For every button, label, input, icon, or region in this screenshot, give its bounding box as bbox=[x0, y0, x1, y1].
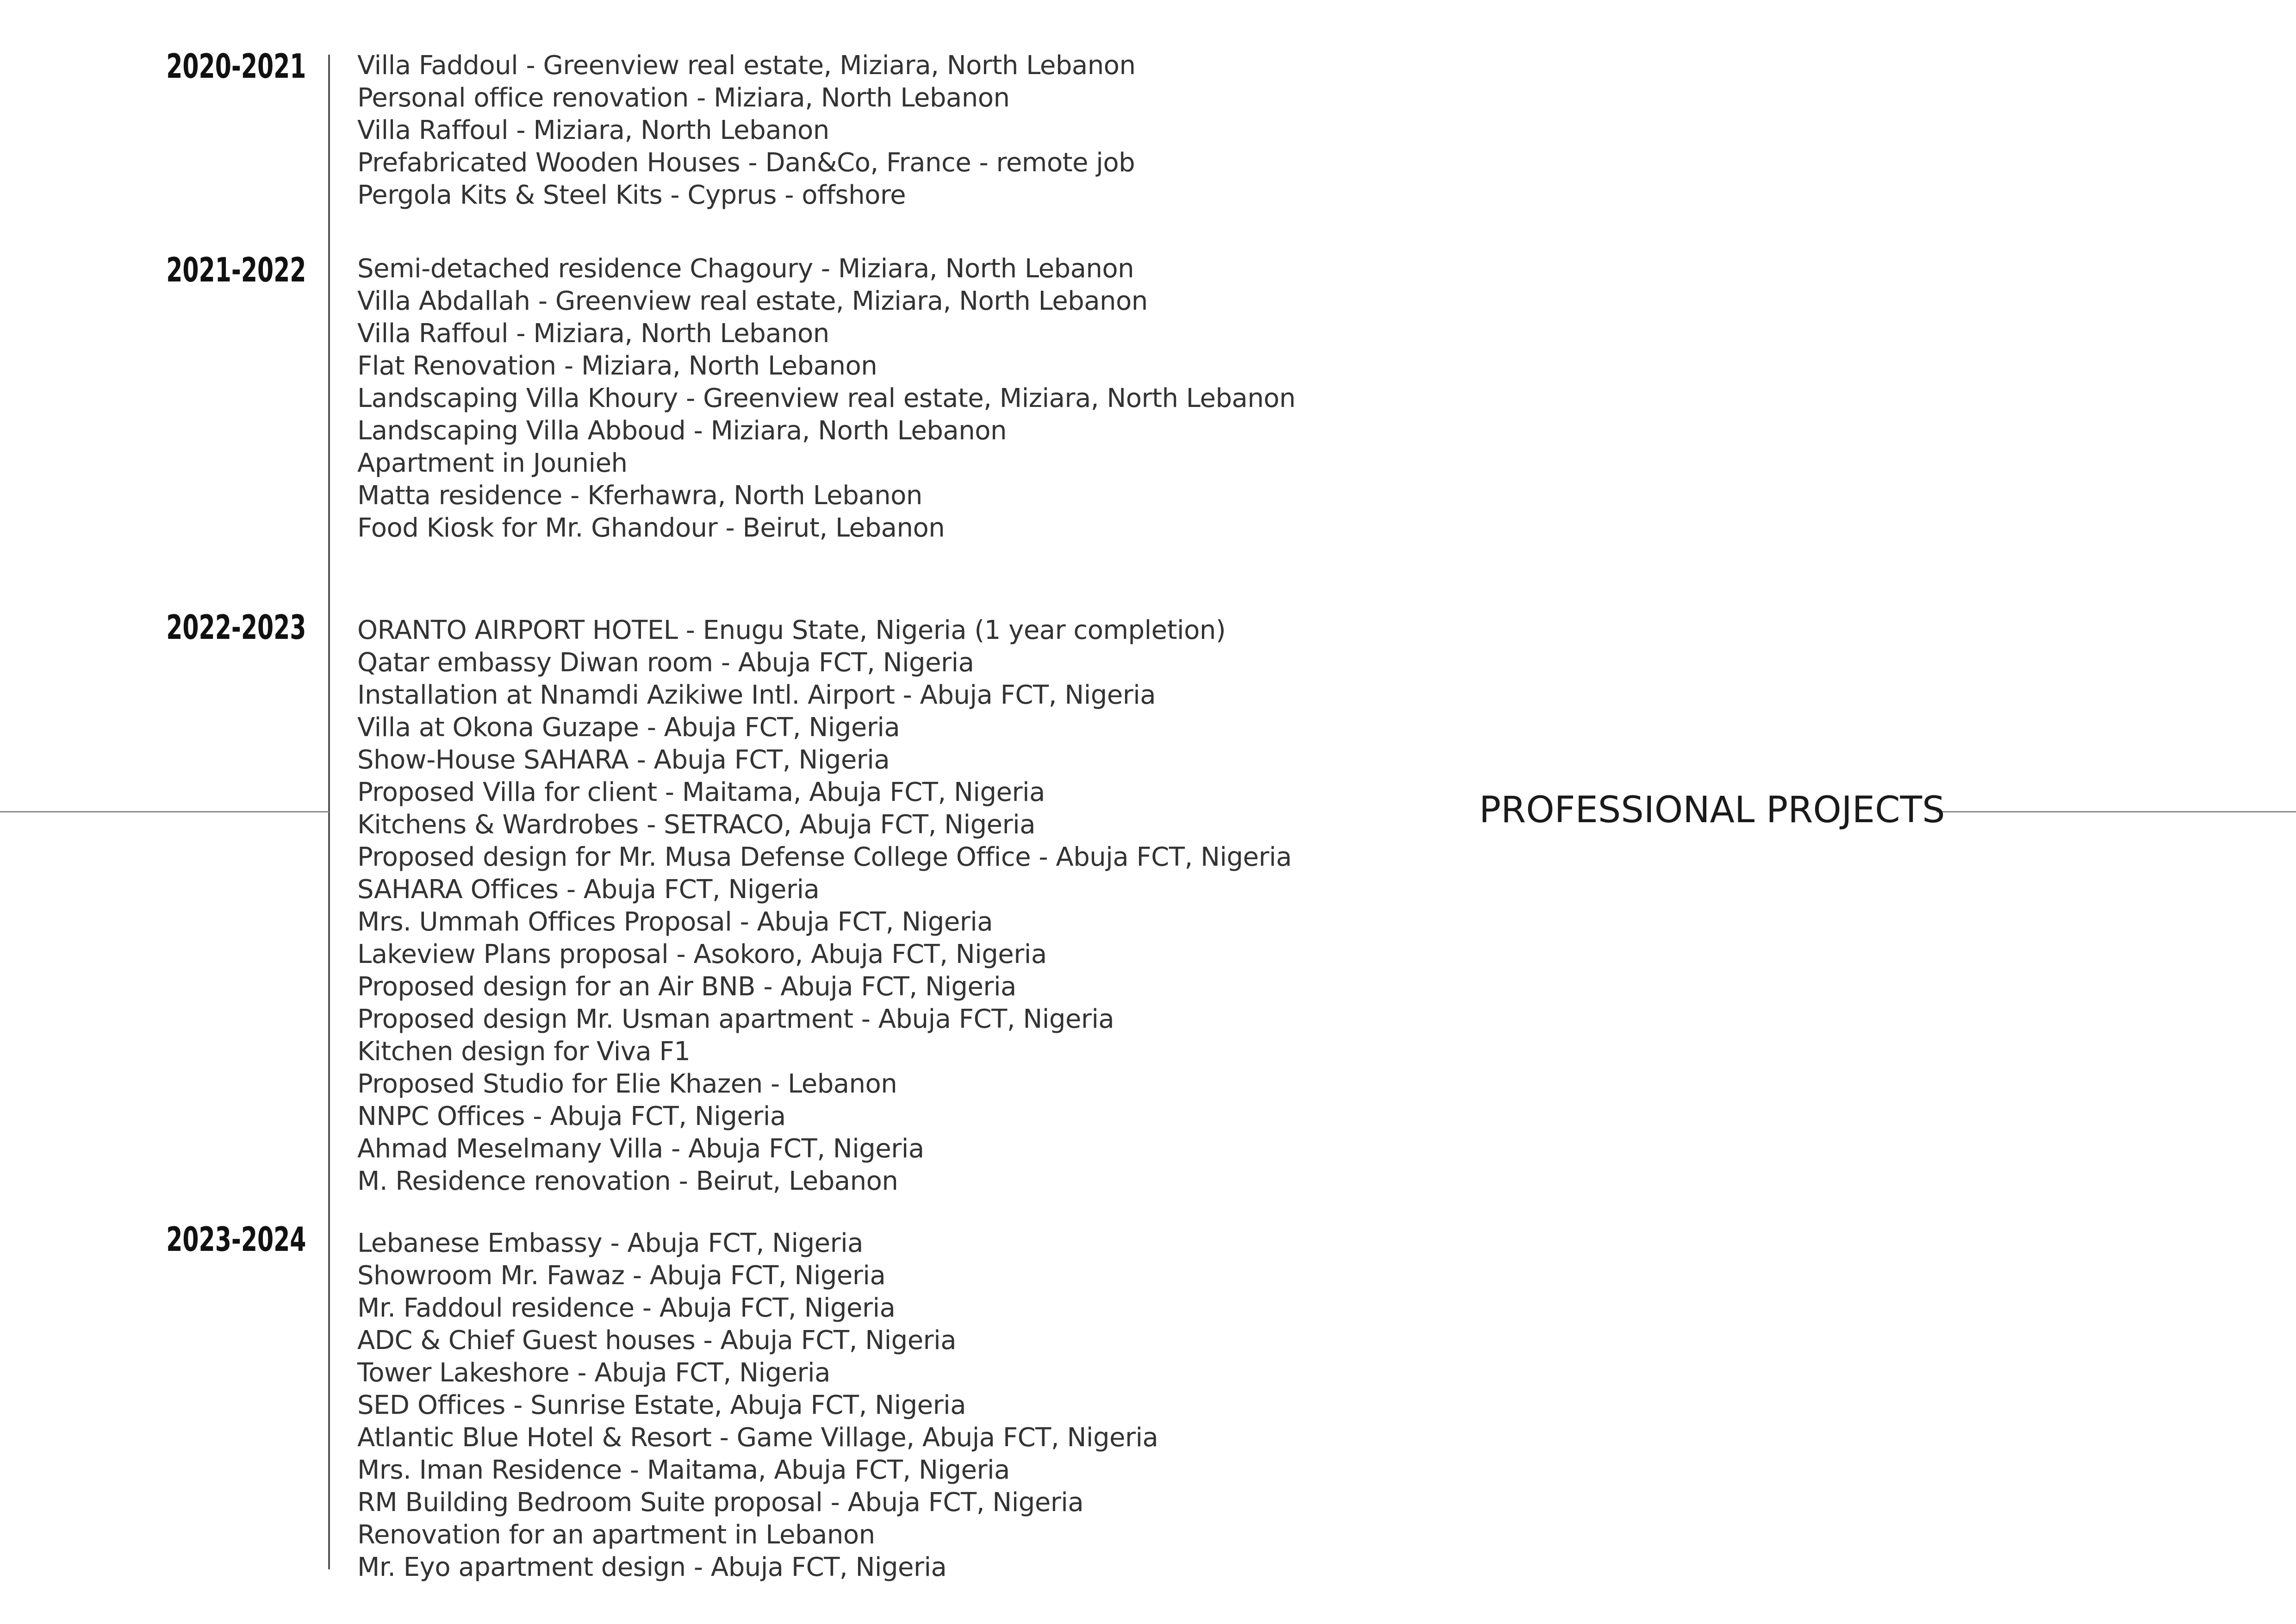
project-list-2021-2022 bbox=[357, 253, 1295, 544]
project-item: Villa Raffoul - Miziara, North Lebanon bbox=[357, 115, 829, 145]
year-label-2023-2024: 2023-2024 bbox=[166, 1220, 306, 1259]
project-item: SED Offices - Sunrise Estate, Abuja FCT, Nigeria bbox=[357, 1390, 966, 1420]
year-label-2021-2022: 2021-2022 bbox=[166, 250, 306, 289]
project-item: SAHARA Offices - Abuja FCT, Nigeria bbox=[357, 874, 820, 905]
section-divider-right bbox=[1936, 811, 2296, 812]
project-item: Villa Raffoul - Miziara, North Lebanon bbox=[357, 319, 829, 349]
project-item: ORANTO AIRPORT HOTEL - Enugu State, Nigeria (1 year completion) bbox=[357, 615, 1226, 645]
project-item: Mrs. Iman Residence - Maitama, Abuja FCT, Nigeria bbox=[357, 1455, 1010, 1485]
project-item: Kitchens & Wardrobes - SETRACO, Abuja FCT, Nigeria bbox=[357, 810, 1036, 840]
project-item: Matta residence - Kferhawra, North Lebanon bbox=[357, 481, 922, 511]
project-list-2023-2024 bbox=[357, 1227, 1158, 1584]
project-item: Mr. Eyo apartment design - Abuja FCT, Nigeria bbox=[357, 1552, 947, 1582]
project-item: Food Kiosk for Mr. Ghandour - Beirut, Lebanon bbox=[357, 513, 945, 543]
project-item: Villa Abdallah - Greenview real estate, Miziara, North Lebanon bbox=[357, 286, 1148, 316]
project-item: Landscaping Villa Khoury - Greenview real estate, Miziara, North Lebanon bbox=[357, 383, 1296, 413]
project-item: Flat Renovation - Miziara, North Lebanon bbox=[357, 351, 877, 381]
project-item: Villa Faddoul - Greenview real estate, Miziara, North Lebanon bbox=[357, 50, 1136, 81]
project-item: Personal office renovation - Miziara, North Lebanon bbox=[357, 83, 1010, 113]
project-list-2022-2023 bbox=[357, 614, 1292, 1198]
project-item: M. Residence renovation - Beirut, Lebanon bbox=[357, 1166, 898, 1196]
project-item: Pergola Kits & Steel Kits - Cyprus - offshore bbox=[357, 180, 906, 210]
project-item: Proposed design for Mr. Musa Defense College Office - Abuja FCT, Nigeria bbox=[357, 842, 1292, 872]
project-item: Mr. Faddoul residence - Abuja FCT, Nigeria bbox=[357, 1293, 896, 1323]
project-item: Showroom Mr. Fawaz - Abuja FCT, Nigeria bbox=[357, 1261, 886, 1291]
project-item: Apartment in Jounieh bbox=[357, 448, 628, 478]
project-item: Proposed Studio for Elie Khazen - Lebanon bbox=[357, 1069, 897, 1099]
project-item: Show-House SAHARA - Abuja FCT, Nigeria bbox=[357, 745, 890, 775]
project-item: Qatar embassy Diwan room - Abuja FCT, Nigeria bbox=[357, 648, 974, 678]
project-item: Lakeview Plans proposal - Asokoro, Abuja FCT, Nigeria bbox=[357, 939, 1047, 969]
project-item: Atlantic Blue Hotel & Resort - Game Village, Abuja FCT, Nigeria bbox=[357, 1423, 1158, 1453]
project-item: Prefabricated Wooden Houses - Dan&Co, France - remote job bbox=[357, 148, 1135, 178]
project-item: Lebanese Embassy - Abuja FCT, Nigeria bbox=[357, 1228, 863, 1258]
project-item: Kitchen design for Viva F1 bbox=[357, 1037, 691, 1067]
year-label-2022-2023: 2022-2023 bbox=[166, 608, 306, 647]
project-item: Tower Lakeshore - Abuja FCT, Nigeria bbox=[357, 1358, 830, 1388]
project-item: Renovation for an apartment in Lebanon bbox=[357, 1520, 875, 1550]
project-item: Landscaping Villa Abboud - Miziara, North Lebanon bbox=[357, 416, 1007, 446]
section-divider-left bbox=[0, 811, 329, 812]
project-item: RM Building Bedroom Suite proposal - Abuja FCT, Nigeria bbox=[357, 1487, 1084, 1518]
project-list-2020-2021 bbox=[357, 50, 1135, 212]
project-item: Semi-detached residence Chagoury - Miziara, North Lebanon bbox=[357, 254, 1134, 284]
project-item: Ahmad Meselmany Villa - Abuja FCT, Nigeria bbox=[357, 1134, 924, 1164]
project-item: Proposed design for an Air BNB - Abuja FCT, Nigeria bbox=[357, 972, 1016, 1002]
section-title: PROFESSIONAL PROJECTS bbox=[1479, 789, 1945, 831]
project-item: Villa at Okona Guzape - Abuja FCT, Nigeria bbox=[357, 712, 900, 743]
project-item: NNPC Offices - Abuja FCT, Nigeria bbox=[357, 1101, 786, 1131]
project-item: Mrs. Ummah Offices Proposal - Abuja FCT, Nigeria bbox=[357, 907, 993, 937]
project-item: Proposed Villa for client - Maitama, Abuja FCT, Nigeria bbox=[357, 777, 1045, 807]
project-item: Installation at Nnamdi Azikiwe Intl. Airport - Abuja FCT, Nigeria bbox=[357, 680, 1156, 710]
project-item: Proposed design Mr. Usman apartment - Abuja FCT, Nigeria bbox=[357, 1004, 1114, 1034]
year-label-2020-2021: 2020-2021 bbox=[166, 47, 306, 86]
project-item: ADC & Chief Guest houses - Abuja FCT, Nigeria bbox=[357, 1325, 957, 1355]
